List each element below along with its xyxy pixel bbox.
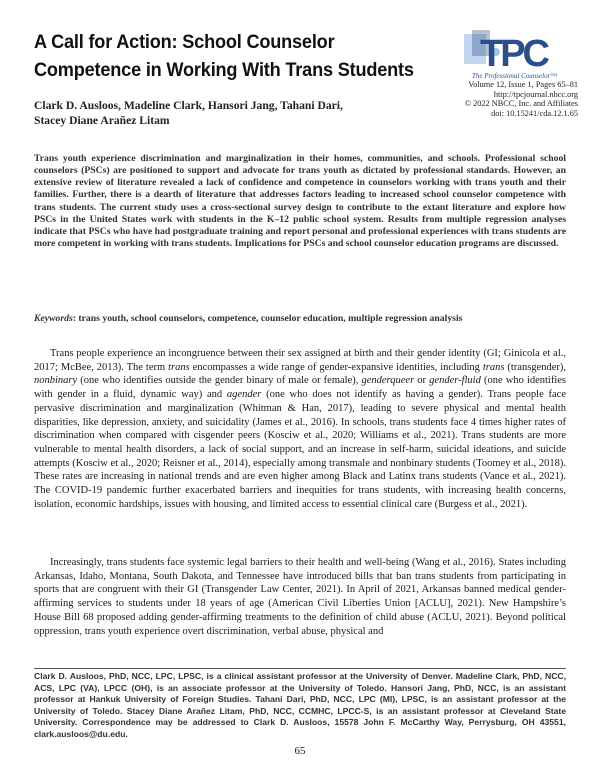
keywords-label: Keywords xyxy=(34,313,73,324)
p1-seg: or xyxy=(414,375,430,387)
body-paragraph-2 xyxy=(34,556,566,638)
p1-seg: (transgender), xyxy=(504,361,566,373)
tpc-logo-mark xyxy=(462,30,580,74)
logo-letters: TPC xyxy=(480,33,547,74)
page-number: 65 xyxy=(294,745,306,757)
title-line-2: Competence in Working With Trans Students xyxy=(34,59,414,81)
body-paragraph-1 xyxy=(34,347,566,511)
p1-seg: (one who identifies outside the gender binary of male or female), xyxy=(77,375,362,387)
p1-seg: Trans people experience an incongruence between their sex assigned at birth and their gender identity (GI; Ginicola et al., 2017; McBee, 2013). The term xyxy=(34,348,566,373)
journal-doi[interactable]: doi: 10.15241/cda.12.1.65 xyxy=(491,108,578,118)
p1-seg: (one who identifies with gender in a fluid, dynamic way) and xyxy=(34,375,567,401)
term-gender-fluid: gender-fluid xyxy=(429,375,481,387)
abstract: Trans youth experience discrimination and marginalization in their homes, communities, and schools. Professional school counselors (PSCs) are positioned to support and advocate for trans youth as dictated by professional standards. However, an extensive review of literature revealed a lack of confidence and competence in counselors working with trans youth and their families. Further, there is a dearth of literature that addresses factors leading to increased school counselor competence with trans students. The current study uses a cross-sectional survey design to contribute to the extant literature and explore how PSCs in the United States work with students in the K–12 public school system. Results from multiple regression analyses indicate that PSCs who have had postgraduate training and report personal and professional experiences with trans students are more competent in working with trans students. Implications for PSCs and school counselor education programs are discussed. xyxy=(34,153,566,250)
keywords xyxy=(34,313,574,324)
author-footnote: Clark D. Ausloos, PhD, NCC, LPC, LPSC, is a clinical assistant professor at the University of Denver. Madeline Clark, PhD, NCC, ACS, LPC (VA), LPCC (OH), is an associate professor at the University of Toledo. Hansori Jang, PhD, NCC, is an assistant professor at Hankuk University of Foreign Studies. Tahani Dari, PhD, NCC, LPC (MI), LPSC, is an assistant professor at the University of Toledo. Stacey Diane Arañez Litam, PhD, NCC, CCMHC, LPCC-S, is an assistant professor at Cleveland State University. Correspondence may be addressed to Clark D. Ausloos, 15578 John F. McCarthy Way, Perrysburg, OH 43551, clark.ausloos@du.edu. xyxy=(34,671,566,739)
authors-line-1: Clark D. Ausloos, Madeline Clark, Hansori Jang, Tahani Dari, xyxy=(34,99,343,112)
term-trans: trans xyxy=(168,361,190,373)
journal-volume: Volume 12, Issue 1, Pages 65–81 xyxy=(468,80,578,89)
paragraph-2-text: Increasingly, trans students face systemic legal barriers to their health and well-being (Wang et al., 2016). States including Arkansas, Idaho, Montana, South Dakota, and Tennessee have introduced bills that ban trans students from participating in sports that are congruent with their GI (Transgender Law Center, 2021). In April of 2021, Arkansas banned medical gender-affirming services to students under 18 years of age (American Civil Liberties Union [ACLU], 2021). New Hampshire’s House Bill 68 proposed adding gender-affirming treatments to the definition of child abuse (ACLU, 2021). Beyond political oppression, trans youth experience overt discrimination, verbal abuse, physical and xyxy=(34,557,566,637)
journal-copyright: © 2022 NBCC, Inc. and Affiliates xyxy=(464,99,578,109)
logo-tagline: The Professional Counselor™ xyxy=(472,72,558,80)
keywords-text: : trans youth, school counselors, competence, counselor education, multiple regression analysis xyxy=(72,313,463,324)
term-genderqueer: genderqueer xyxy=(361,375,415,387)
title-line-1: A Call for Action: School Counselor xyxy=(34,31,335,53)
p1-seg: (one who does not identify as having a gender). Trans people face pervasive discrimination and marginalization (Whitman & Han, 2017), leading to severe physical and mental health disparities, like depression, anxiety, and suicidality (James et al., 2016). In schools, trans students face 4 times higher rates of discrimination when compared with cisgender peers (Kosciw et al., 2020; Williams et al., 2021). Trans students are more vulnerable to mental health disorders, a lack of social support, and an increase in self-harm, suicidal ideations, and suicide attempts (Kosciw et al., 2020; Reisner et al., 2014), especially among transmale and nonbinary students (Toomey et al., 2018). These rates are increasing in national trends and are even higher among Black and Latinx trans students (Vance et al., 2021). The COVID-19 pandemic further exacerbated barriers and inequities for trans students, with increasing health concerns, isolation, economic hardships, issues with housing, and limited access to essential clinical care (Burgess et al., 2021). xyxy=(34,389,566,510)
author-list xyxy=(34,99,434,128)
journal-url[interactable]: http://tpcjournal.nbcc.org xyxy=(493,89,578,99)
term-agender: agender xyxy=(226,389,262,401)
authors-line-2: Stacey Diane Arañez Litam xyxy=(34,113,170,127)
article-title xyxy=(34,28,415,84)
footnote-divider xyxy=(34,668,566,669)
term-trans: trans xyxy=(482,361,505,373)
term-nonbinary: nonbinary xyxy=(34,375,78,387)
p1-seg: encompasses a wide range of gender-expansive identities, including xyxy=(189,361,483,373)
